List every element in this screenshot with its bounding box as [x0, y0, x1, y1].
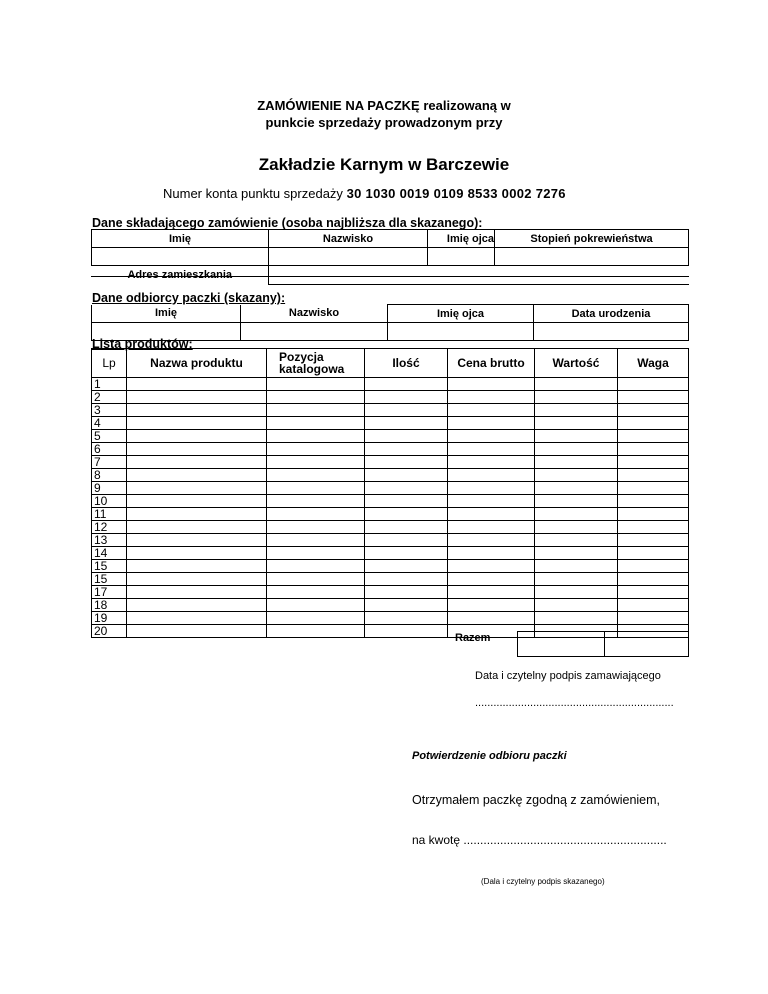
product-cell[interactable] — [127, 417, 267, 430]
product-cell[interactable] — [448, 508, 535, 521]
table-row — [92, 430, 689, 443]
product-cell[interactable] — [535, 378, 618, 391]
table-row — [92, 560, 689, 573]
total-weight-field[interactable] — [603, 631, 689, 657]
product-cell[interactable] — [365, 625, 448, 638]
product-cell[interactable] — [535, 391, 618, 404]
product-cell[interactable] — [127, 495, 267, 508]
product-cell[interactable] — [535, 443, 618, 456]
recipient-father-name-field[interactable] — [388, 323, 534, 341]
product-cell[interactable] — [127, 378, 267, 391]
product-cell[interactable] — [365, 482, 448, 495]
products-col-weight: Waga — [618, 349, 689, 378]
row-number: 2 — [92, 391, 127, 404]
row-number: 4 — [92, 417, 127, 430]
product-cell[interactable] — [365, 586, 448, 599]
product-cell[interactable] — [267, 612, 365, 625]
row-number: 5 — [92, 430, 127, 443]
table-row — [92, 573, 689, 586]
product-cell[interactable] — [365, 391, 448, 404]
product-cell[interactable] — [618, 495, 689, 508]
row-number: 20 — [92, 625, 127, 638]
recipient-last-name-field[interactable] — [241, 323, 388, 341]
product-cell[interactable] — [618, 456, 689, 469]
table-row — [92, 482, 689, 495]
row-number: 8 — [92, 469, 127, 482]
product-cell[interactable] — [127, 456, 267, 469]
product-cell[interactable] — [127, 404, 267, 417]
row-number: 1 — [92, 378, 127, 391]
products-col-price: Cena brutto — [448, 349, 535, 378]
product-cell[interactable] — [267, 547, 365, 560]
product-cell[interactable] — [365, 417, 448, 430]
row-number: 18 — [92, 599, 127, 612]
product-cell[interactable] — [448, 586, 535, 599]
product-cell[interactable] — [618, 508, 689, 521]
product-cell[interactable] — [618, 430, 689, 443]
product-cell[interactable] — [365, 430, 448, 443]
form-title — [0, 97, 768, 131]
product-cell[interactable] — [448, 378, 535, 391]
product-cell[interactable] — [365, 456, 448, 469]
product-cell[interactable] — [127, 391, 267, 404]
product-cell[interactable] — [535, 612, 618, 625]
recipient-col-first-name: Imię — [92, 305, 241, 323]
row-number: 17 — [92, 586, 127, 599]
product-cell[interactable] — [535, 560, 618, 573]
orderer-section-title: Dane składającego zamówienie (osoba najbliższa dla skazanego): — [92, 216, 483, 230]
product-cell[interactable] — [365, 404, 448, 417]
row-number: 19 — [92, 612, 127, 625]
product-cell[interactable] — [365, 599, 448, 612]
orderer-relationship-field[interactable] — [495, 248, 689, 266]
row-number: 14 — [92, 547, 127, 560]
row-number: 3 — [92, 404, 127, 417]
confirmation-signature-note: (Dala i czytelny podpis skazanego) — [481, 877, 605, 886]
product-cell[interactable] — [535, 534, 618, 547]
address-label: Adres zamieszkania — [92, 266, 269, 285]
recipient-table — [91, 304, 689, 341]
account-number: 30 1030 0019 0109 8533 0002 7276 — [346, 186, 566, 201]
products-col-value: Wartość — [535, 349, 618, 378]
product-cell[interactable] — [267, 586, 365, 599]
product-cell[interactable] — [618, 573, 689, 586]
product-cell[interactable] — [267, 573, 365, 586]
product-cell[interactable] — [618, 612, 689, 625]
product-cell[interactable] — [448, 612, 535, 625]
product-cell[interactable] — [127, 443, 267, 456]
product-cell[interactable] — [127, 508, 267, 521]
signature-label: Data i czytelny podpis zamawiającego — [475, 670, 661, 682]
product-cell[interactable] — [365, 547, 448, 560]
products-col-name: Nazwa produktu — [127, 349, 267, 378]
orderer-last-name-field[interactable] — [269, 248, 428, 266]
product-cell[interactable] — [618, 391, 689, 404]
product-cell[interactable] — [618, 599, 689, 612]
product-cell[interactable] — [535, 599, 618, 612]
signature-line[interactable]: ................................................................. — [475, 697, 674, 709]
institution-name: Zakładzie Karnym w Barczewie — [258, 155, 510, 174]
table-row — [92, 612, 689, 625]
products-col-lp: Lp — [92, 349, 127, 378]
product-cell[interactable] — [448, 443, 535, 456]
product-cell[interactable] — [267, 625, 365, 638]
product-cell[interactable] — [618, 534, 689, 547]
table-row — [92, 599, 689, 612]
product-cell[interactable] — [127, 521, 267, 534]
product-cell[interactable] — [127, 534, 267, 547]
product-cell[interactable] — [448, 469, 535, 482]
product-cell[interactable] — [365, 378, 448, 391]
table-row — [92, 508, 689, 521]
recipient-col-father-name: Imię ojca — [388, 305, 534, 323]
orderer-col-last-name: Nazwisko — [269, 230, 428, 248]
product-cell[interactable] — [127, 547, 267, 560]
product-cell[interactable] — [535, 573, 618, 586]
table-row — [92, 469, 689, 482]
products-col-catalog: Pozycja katalogowa — [267, 349, 365, 378]
row-number: 13 — [92, 534, 127, 547]
products-col-quantity: Ilość — [365, 349, 448, 378]
table-row — [92, 417, 689, 430]
orderer-col-father-name: Imię ojca — [428, 230, 495, 248]
row-number: 11 — [92, 508, 127, 521]
table-row — [92, 456, 689, 469]
product-cell[interactable] — [267, 378, 365, 391]
product-cell[interactable] — [127, 482, 267, 495]
account-label: Numer konta punktu sprzedaży — [163, 186, 343, 201]
total-value-field[interactable] — [517, 631, 605, 657]
confirmation-received: Otrzymałem paczkę zgodną z zamówieniem, — [412, 793, 661, 807]
recipient-col-last-name: Nazwisko — [241, 305, 388, 323]
recipient-col-birth-date: Data urodzenia — [534, 305, 689, 323]
account-info — [163, 186, 566, 201]
product-cell[interactable] — [448, 482, 535, 495]
products-table — [91, 348, 689, 638]
product-cell[interactable] — [267, 443, 365, 456]
product-cell[interactable] — [267, 430, 365, 443]
orderer-father-name-field[interactable] — [428, 248, 495, 266]
orderer-first-name-field[interactable] — [92, 248, 269, 266]
confirmation-title: Potwierdzenie odbioru paczki — [412, 750, 567, 762]
recipient-birth-date-field[interactable] — [534, 323, 689, 341]
product-cell[interactable] — [267, 417, 365, 430]
product-cell[interactable] — [448, 430, 535, 443]
product-cell[interactable] — [267, 469, 365, 482]
row-number: 15 — [92, 573, 127, 586]
confirmation-amount[interactable]: na kwotę ............................................................. — [412, 833, 667, 847]
table-row — [92, 378, 689, 391]
product-rows — [92, 378, 689, 638]
product-cell[interactable] — [535, 547, 618, 560]
product-cell[interactable] — [365, 534, 448, 547]
product-cell[interactable] — [365, 495, 448, 508]
product-cell[interactable] — [127, 430, 267, 443]
product-cell[interactable] — [448, 547, 535, 560]
product-cell[interactable] — [267, 482, 365, 495]
product-cell[interactable] — [267, 495, 365, 508]
product-cell[interactable] — [267, 404, 365, 417]
product-cell[interactable] — [267, 534, 365, 547]
row-number: 6 — [92, 443, 127, 456]
product-cell[interactable] — [448, 573, 535, 586]
table-row — [92, 586, 689, 599]
product-cell[interactable] — [365, 508, 448, 521]
table-row — [92, 495, 689, 508]
product-cell[interactable] — [365, 560, 448, 573]
product-cell[interactable] — [448, 521, 535, 534]
product-cell[interactable] — [618, 417, 689, 430]
product-cell[interactable] — [365, 443, 448, 456]
product-cell[interactable] — [535, 469, 618, 482]
product-cell[interactable] — [127, 560, 267, 573]
product-cell[interactable] — [448, 404, 535, 417]
product-cell[interactable] — [365, 521, 448, 534]
row-number: 12 — [92, 521, 127, 534]
table-row — [92, 534, 689, 547]
product-cell[interactable] — [448, 560, 535, 573]
row-number: 7 — [92, 456, 127, 469]
product-cell[interactable] — [448, 456, 535, 469]
product-cell[interactable] — [267, 521, 365, 534]
product-cell[interactable] — [448, 495, 535, 508]
product-cell[interactable] — [267, 599, 365, 612]
form-title-line2: punkcie sprzedaży prowadzonym przy — [265, 115, 503, 130]
product-cell[interactable] — [267, 508, 365, 521]
product-cell[interactable] — [618, 586, 689, 599]
product-cell[interactable] — [365, 469, 448, 482]
address-field[interactable] — [269, 266, 689, 285]
product-cell[interactable] — [618, 560, 689, 573]
product-cell[interactable] — [448, 599, 535, 612]
products-section-title: Lista produktów: — [92, 337, 193, 351]
product-cell[interactable] — [365, 612, 448, 625]
product-cell[interactable] — [535, 482, 618, 495]
product-cell[interactable] — [127, 625, 267, 638]
orderer-col-first-name: Imię — [92, 230, 269, 248]
product-cell[interactable] — [448, 417, 535, 430]
product-cell[interactable] — [127, 573, 267, 586]
product-cell[interactable] — [127, 599, 267, 612]
product-cell[interactable] — [535, 404, 618, 417]
product-cell[interactable] — [618, 521, 689, 534]
product-cell[interactable] — [618, 404, 689, 417]
row-number: 10 — [92, 495, 127, 508]
product-cell[interactable] — [127, 469, 267, 482]
product-cell[interactable] — [535, 495, 618, 508]
product-cell[interactable] — [535, 456, 618, 469]
product-cell[interactable] — [365, 573, 448, 586]
product-cell[interactable] — [535, 417, 618, 430]
product-cell[interactable] — [267, 456, 365, 469]
product-cell[interactable] — [127, 586, 267, 599]
table-row — [92, 404, 689, 417]
product-cell[interactable] — [618, 482, 689, 495]
orderer-col-relationship: Stopień pokrewieństwa — [495, 230, 689, 248]
product-cell[interactable] — [535, 430, 618, 443]
table-row — [92, 391, 689, 404]
product-cell[interactable] — [267, 560, 365, 573]
product-cell[interactable] — [618, 547, 689, 560]
product-cell[interactable] — [448, 391, 535, 404]
product-cell[interactable] — [535, 586, 618, 599]
product-cell[interactable] — [618, 469, 689, 482]
form-title-line1: ZAMÓWIENIE NA PACZKĘ realizowaną w — [257, 98, 511, 113]
product-cell[interactable] — [127, 612, 267, 625]
product-cell[interactable] — [535, 508, 618, 521]
divider — [91, 276, 689, 277]
total-label: Razem — [455, 632, 491, 644]
row-number: 15 — [92, 560, 127, 573]
recipient-section-title: Dane odbiorcy paczki (skazany): — [92, 291, 286, 305]
row-number: 9 — [92, 482, 127, 495]
product-cell[interactable] — [618, 378, 689, 391]
table-row — [92, 547, 689, 560]
product-cell[interactable] — [618, 443, 689, 456]
product-cell[interactable] — [267, 391, 365, 404]
table-row — [92, 521, 689, 534]
table-row — [92, 443, 689, 456]
product-cell[interactable] — [448, 534, 535, 547]
product-cell[interactable] — [535, 521, 618, 534]
